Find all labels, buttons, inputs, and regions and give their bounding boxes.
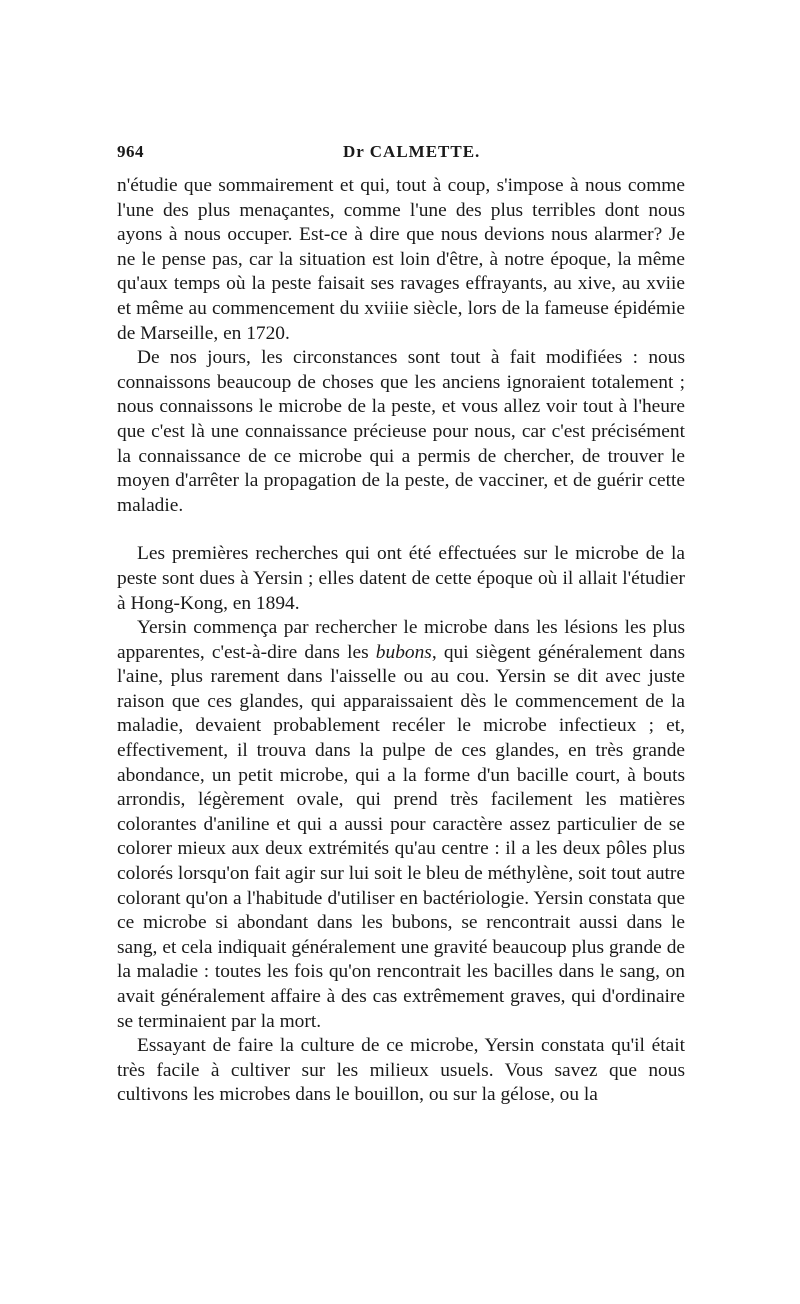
running-head: Dr CALMETTE. <box>343 142 481 161</box>
paragraph-text: Yersin commença par rechercher le microbe dans les lésions les plus apparentes, c'est-à-dire dans les <box>117 617 685 663</box>
paragraph: De nos jours, les circonstances sont tout à fait modifiées : nous connaissons beaucoup de choses que les anciens ignoraient totalement ; nous connaissons le microbe de la peste, et vous allez voir tout à l'heure que c'est là une connaissance précieuse pour nous, car c'est précisément la connaissance de ce microbe qui a permis de chercher, de trouver le moyen d'arrêter la propagation de la peste, de vacciner, et de guérir cette maladie. <box>117 347 685 516</box>
body-text <box>117 174 685 1108</box>
page-number: 964 <box>117 142 144 161</box>
paragraph: n'étudie que sommairement et qui, tout à coup, s'impose à nous comme l'une des plus menaçantes, comme l'une des plus terribles dont nous ayons à nous occuper. Est-ce à dire que nous devions nous alarmer? Je ne le pense pas, car la situation est loin d'être, à notre époque, la même qu'aux temps où la peste faisait ses ravages effrayants, au xive, au xviie et même au commencement du xviiie siècle, lors de la fameuse épidémie de Marseille, en 1720. <box>117 175 685 344</box>
paragraph-text: , qui siègent généralement dans l'aine, plus rarement dans l'aisselle ou au cou. Yersin se dit avec juste raison que ces glandes, qui apparaissaient dès le commencement de la maladie, devaient probablement recéler le microbe infectieux ; et, effectivement, il trouva dans la pulpe de ces glandes, en très grande abondance, un petit microbe, qui a la forme d'un bacille court, à bouts arrondis, légèrement ovale, qui prend très facilement les matières colorantes d'aniline et qui a aussi pour caractère assez particulier de se colorer mieux aux deux extrémités qu'au centre : il a les deux pôles plus colorés lorsqu'on fait agir sur lui soit le bleu de méthylène, soit tout autre colorant qu'on a l'habitude d'utiliser en bactériologie. Yersin constata que ce microbe si abondant dans les bubons, se rencontrait aussi dans le sang, et cela indiquait généralement une gravité beaucoup plus grande de la maladie : toutes les fois qu'on rencontrait les bacilles dans le sang, on avait généralement affaire à des cas extrêmement graves, qui d'ordinaire se terminaient par la mort. <box>117 641 685 1032</box>
paragraph: Les premières recherches qui ont été effectuées sur le microbe de la peste sont dues à Yersin ; elles datent de cette époque où il allait l'étudier à Hong-Kong, en 1894. <box>117 543 685 614</box>
italic-term: bubons <box>375 641 432 663</box>
page-header <box>117 142 685 170</box>
paragraph: Essayant de faire la culture de ce microbe, Yersin constata qu'il était très facile à cultiver sur les milieux usuels. Vous savez que nous cultivons les microbes dans le bouillon, ou sur la gélose, ou la <box>117 1035 685 1106</box>
paragraph <box>117 616 685 1034</box>
